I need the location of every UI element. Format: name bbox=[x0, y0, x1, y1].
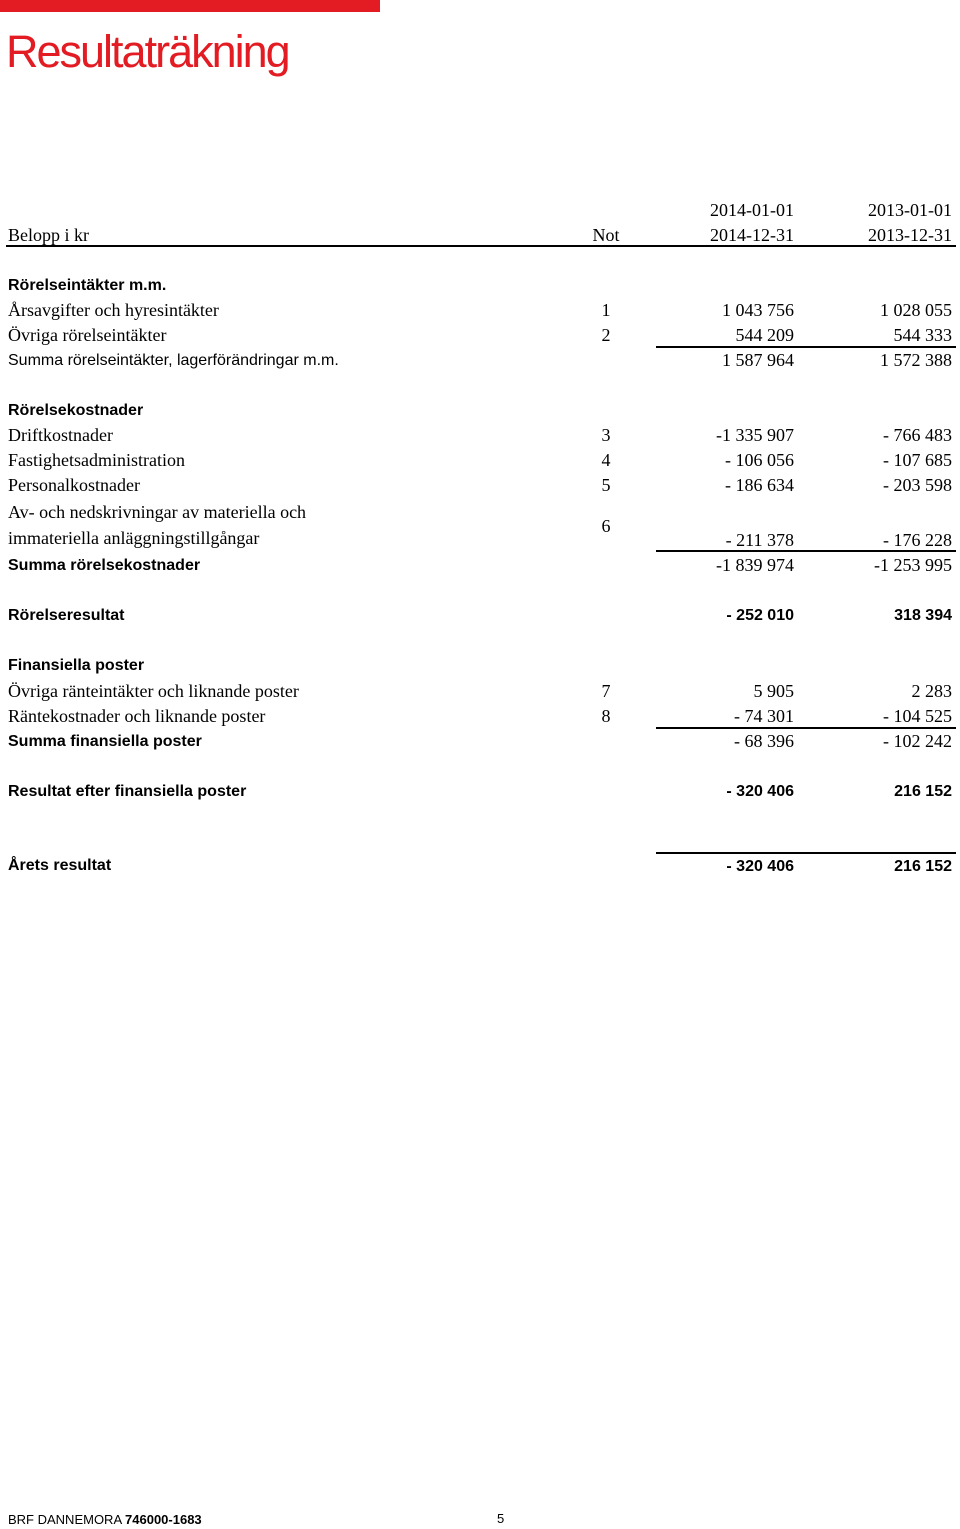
col1-from: 2014-01-01 bbox=[710, 200, 794, 220]
row-value-2013: - 104 525 bbox=[883, 706, 952, 726]
row-value-2013: - 107 685 bbox=[883, 450, 952, 470]
col1-to: 2014-12-31 bbox=[710, 225, 794, 245]
row-label: Räntekostnader och liknande poster bbox=[8, 706, 266, 726]
row-label: Fastighetsadministration bbox=[8, 450, 185, 470]
result-value-2014: - 252 010 bbox=[726, 607, 794, 624]
subtotal-rule bbox=[656, 550, 956, 552]
section-heading: Rörelseintäkter m.m. bbox=[8, 277, 167, 294]
result-value-2014: - 320 406 bbox=[726, 783, 794, 800]
total-label: Årets resultat bbox=[8, 857, 112, 874]
row-note: 7 bbox=[601, 681, 611, 701]
row-note: 8 bbox=[601, 706, 611, 726]
subtotal-value-2013: -1 253 995 bbox=[874, 555, 952, 575]
page-title: Resultaträkning bbox=[6, 26, 289, 77]
footer-org bbox=[8, 1512, 202, 1527]
row-label-line2: immateriella anläggningstillgångar bbox=[8, 528, 260, 548]
subtotal-label: Summa rörelsekostnader bbox=[8, 557, 201, 574]
row-note: 4 bbox=[601, 450, 611, 470]
subtotal-value-2014: 1 587 964 bbox=[722, 350, 794, 370]
result-value-2013: 318 394 bbox=[894, 607, 952, 624]
row-note: 1 bbox=[601, 300, 611, 320]
row-value-2013: 2 283 bbox=[911, 681, 952, 701]
row-label-line1: Av- och nedskrivningar av materiella och bbox=[8, 502, 307, 522]
row-value-2013: 544 333 bbox=[893, 325, 952, 345]
col2-to: 2013-12-31 bbox=[868, 225, 952, 245]
row-label: Personalkostnader bbox=[8, 475, 140, 495]
row-value-2014: - 211 378 bbox=[725, 530, 794, 550]
row-note: 2 bbox=[601, 325, 611, 345]
row-value-2013: - 176 228 bbox=[883, 530, 952, 550]
result-label: Resultat efter finansiella poster bbox=[8, 783, 247, 800]
subtotal-value-2014: -1 839 974 bbox=[716, 555, 794, 575]
result-label: Rörelseresultat bbox=[8, 607, 125, 624]
row-value-2014: - 106 056 bbox=[725, 450, 794, 470]
total-rule bbox=[656, 852, 956, 854]
footer-org-number: 746000-1683 bbox=[125, 1512, 202, 1527]
page-number: 5 bbox=[497, 1511, 505, 1526]
row-value-2014: -1 335 907 bbox=[716, 425, 794, 445]
total-value-2013: 216 152 bbox=[894, 858, 952, 875]
result-value-2013: 216 152 bbox=[894, 783, 952, 800]
row-label: Årsavgifter och hyresintäkter bbox=[8, 300, 219, 320]
header-note: Not bbox=[592, 225, 620, 245]
row-value-2013: - 203 598 bbox=[883, 475, 952, 495]
footer-org-name: BRF DANNEMORA bbox=[8, 1512, 122, 1527]
subtotal-rule bbox=[656, 346, 956, 348]
row-value-2013: 1 028 055 bbox=[880, 300, 952, 320]
row-value-2013: - 766 483 bbox=[883, 425, 952, 445]
row-note: 6 bbox=[601, 516, 611, 536]
col2-from: 2013-01-01 bbox=[868, 200, 952, 220]
row-value-2014: - 74 301 bbox=[734, 706, 794, 726]
subtotal-value-2013: 1 572 388 bbox=[880, 350, 952, 370]
header-label: Belopp i kr bbox=[8, 225, 89, 245]
subtotal-value-2013: - 102 242 bbox=[883, 731, 952, 751]
section-heading: Finansiella poster bbox=[8, 657, 145, 674]
subtotal-label: Summa finansiella poster bbox=[8, 733, 202, 750]
row-value-2014: 544 209 bbox=[735, 325, 794, 345]
subtotal-value-2014: - 68 396 bbox=[734, 731, 794, 751]
row-note: 5 bbox=[601, 475, 611, 495]
row-note: 3 bbox=[601, 425, 611, 445]
section-heading: Rörelsekostnader bbox=[8, 402, 144, 419]
row-value-2014: 1 043 756 bbox=[722, 300, 794, 320]
subtotal-rule bbox=[656, 727, 956, 729]
row-value-2014: 5 905 bbox=[753, 681, 794, 701]
row-label: Övriga rörelseintäkter bbox=[8, 325, 167, 345]
row-label: Driftkostnader bbox=[8, 425, 113, 445]
header-rule bbox=[6, 245, 956, 247]
header-accent-bar bbox=[0, 0, 380, 12]
row-label: Övriga ränteintäkter och liknande poster bbox=[8, 681, 299, 701]
row-value-2014: - 186 634 bbox=[725, 475, 794, 495]
subtotal-label: Summa rörelseintäkter, lagerförändringar m.m. bbox=[8, 352, 339, 369]
total-value-2014: - 320 406 bbox=[726, 858, 794, 875]
